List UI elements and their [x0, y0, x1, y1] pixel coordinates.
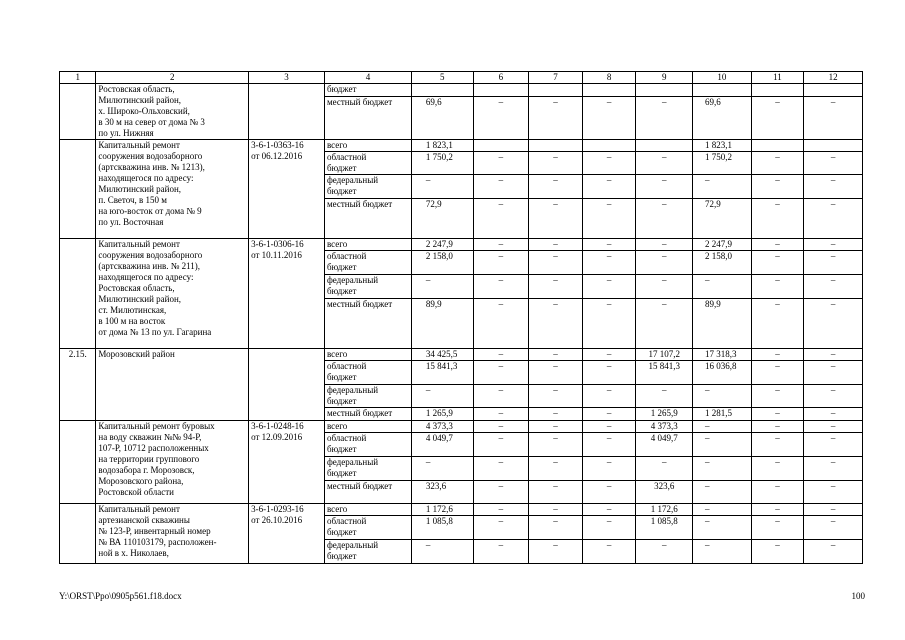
value-cell: 1 750,2 [693, 152, 752, 175]
value-cell: – [529, 433, 583, 457]
value-cell: – [636, 275, 693, 299]
item-name: Морозовский район [96, 349, 249, 421]
value-cell: – [473, 481, 529, 504]
value-cell: – [473, 385, 529, 408]
value-cell: 2 158,0 [411, 251, 473, 275]
item-number [60, 239, 96, 349]
table-row [60, 504, 863, 516]
value-cell: – [804, 361, 863, 385]
value-cell [529, 140, 583, 152]
value-cell: – [473, 457, 529, 481]
value-cell: 1 172,6 [411, 504, 473, 516]
value-cell: – [693, 516, 752, 540]
value-cell: – [751, 433, 804, 457]
value-cell: – [804, 199, 863, 239]
value-cell: – [529, 96, 583, 139]
value-cell: 1 085,8 [411, 516, 473, 540]
funding-source: всего [324, 421, 411, 433]
item-name: Ростовская область, Милютинский район, х. Широко-Ольховский, в 30 м на север от дома № 3 по ул. Нижняя [96, 84, 249, 140]
value-cell: – [804, 408, 863, 421]
item-document: 3-6-1-0248-16 от 12.09.2016 [249, 421, 325, 504]
header-row [60, 72, 863, 84]
funding-source: областной бюджет [324, 361, 411, 385]
value-cell: – [751, 199, 804, 239]
value-cell: – [751, 385, 804, 408]
value-cell: – [529, 275, 583, 299]
value-cell: 4 049,7 [636, 433, 693, 457]
value-cell: – [529, 175, 583, 199]
value-cell: – [473, 504, 529, 516]
value-cell: – [693, 275, 752, 299]
funding-source: местный бюджет [324, 299, 411, 349]
value-cell [582, 84, 636, 97]
value-cell: – [582, 385, 636, 408]
funding-source: всего [324, 349, 411, 361]
value-cell: 72,9 [693, 199, 752, 239]
item-number [60, 84, 96, 140]
value-cell: 72,9 [411, 199, 473, 239]
value-cell: – [751, 481, 804, 504]
value-cell: – [751, 96, 804, 139]
value-cell: – [473, 175, 529, 199]
column-header: 8 [582, 72, 636, 84]
value-cell [636, 140, 693, 152]
value-cell: – [804, 457, 863, 481]
value-cell: – [751, 251, 804, 275]
value-cell: – [529, 504, 583, 516]
value-cell: 1 265,9 [636, 408, 693, 421]
value-cell: – [582, 175, 636, 199]
item-document: 3-6-1-0306-16 от 10.11.2016 [249, 239, 325, 349]
value-cell: 2 247,9 [693, 239, 752, 251]
value-cell: – [636, 175, 693, 199]
value-cell: – [582, 421, 636, 433]
column-header: 6 [473, 72, 529, 84]
value-cell: 323,6 [636, 481, 693, 504]
value-cell: – [751, 349, 804, 361]
value-cell: – [529, 239, 583, 251]
funding-source: областной бюджет [324, 152, 411, 175]
value-cell: – [582, 408, 636, 421]
value-cell: 4 373,3 [636, 421, 693, 433]
table-row [60, 84, 863, 97]
value-cell: – [582, 299, 636, 349]
value-cell: – [804, 175, 863, 199]
value-cell: – [529, 199, 583, 239]
value-cell: 1 281,5 [693, 408, 752, 421]
value-cell: – [693, 433, 752, 457]
value-cell: – [636, 540, 693, 564]
value-cell: – [473, 408, 529, 421]
value-cell: – [751, 504, 804, 516]
value-cell: – [582, 540, 636, 564]
value-cell: – [804, 433, 863, 457]
value-cell: 16 036,8 [693, 361, 752, 385]
value-cell: – [582, 504, 636, 516]
table-row [60, 421, 863, 433]
value-cell: – [473, 239, 529, 251]
value-cell: – [804, 239, 863, 251]
value-cell: – [751, 152, 804, 175]
value-cell: – [751, 239, 804, 251]
column-header: 3 [249, 72, 325, 84]
item-document: 3-6-1-0363-16 от 06.12.2016 [249, 140, 325, 239]
value-cell: – [411, 175, 473, 199]
value-cell: 69,6 [693, 96, 752, 139]
value-cell: – [636, 96, 693, 139]
value-cell: – [473, 516, 529, 540]
value-cell: 1 085,8 [636, 516, 693, 540]
value-cell [473, 140, 529, 152]
value-cell: – [582, 199, 636, 239]
value-cell: – [693, 175, 752, 199]
column-header: 10 [693, 72, 752, 84]
value-cell [582, 140, 636, 152]
value-cell: – [411, 457, 473, 481]
column-header: 5 [411, 72, 473, 84]
value-cell: – [693, 504, 752, 516]
funding-source: областной бюджет [324, 251, 411, 275]
value-cell: – [751, 175, 804, 199]
funding-source: местный бюджет [324, 199, 411, 239]
column-header: 2 [96, 72, 249, 84]
value-cell [804, 84, 863, 97]
value-cell: – [582, 516, 636, 540]
value-cell [804, 140, 863, 152]
value-cell: – [473, 199, 529, 239]
value-cell: – [636, 199, 693, 239]
value-cell: – [529, 299, 583, 349]
funding-source: всего [324, 239, 411, 251]
item-number: 2.15. [60, 349, 96, 421]
column-header: 12 [804, 72, 863, 84]
budget-table [59, 71, 863, 564]
funding-source: федеральный бюджет [324, 540, 411, 564]
funding-source: федеральный бюджет [324, 457, 411, 481]
file-path: Y:\ORST\Ppo\0905p561.f18.docx [59, 591, 182, 601]
item-number [60, 421, 96, 504]
value-cell: 1 823,1 [693, 140, 752, 152]
value-cell: 4 049,7 [411, 433, 473, 457]
value-cell: – [473, 433, 529, 457]
table-row [60, 239, 863, 251]
value-cell: 2 158,0 [693, 251, 752, 275]
column-header: 4 [324, 72, 411, 84]
item-name: Капитальный ремонт сооружения водозаборного (артскважина инв. № 1213), находящегося по адресу: Милютинский район, п. Светоч, в 150 м на юго-восток от дома № 9 по ул. Восточная [96, 140, 249, 239]
value-cell: – [473, 421, 529, 433]
value-cell: – [636, 152, 693, 175]
item-name: Капитальный ремонт сооружения водозаборного (артскважина инв. № 211), находящегося по адресу: Ростовская область, Милютинский район, ст. Милютинская, в 100 м на восток от дома № 13 по ул. Гагарина [96, 239, 249, 349]
value-cell: – [804, 299, 863, 349]
funding-source: местный бюджет [324, 96, 411, 139]
value-cell: – [804, 540, 863, 564]
value-cell: – [473, 299, 529, 349]
value-cell: – [804, 251, 863, 275]
value-cell: 17 107,2 [636, 349, 693, 361]
value-cell: – [636, 385, 693, 408]
value-cell: – [636, 239, 693, 251]
value-cell: – [411, 385, 473, 408]
value-cell: 323,6 [411, 481, 473, 504]
funding-source: местный бюджет [324, 481, 411, 504]
column-header: 7 [529, 72, 583, 84]
value-cell: – [529, 516, 583, 540]
value-cell: – [529, 361, 583, 385]
value-cell: – [529, 540, 583, 564]
value-cell: – [582, 457, 636, 481]
value-cell: – [529, 408, 583, 421]
value-cell: – [804, 96, 863, 139]
funding-source: местный бюджет [324, 408, 411, 421]
value-cell: 89,9 [411, 299, 473, 349]
value-cell: – [751, 275, 804, 299]
value-cell: – [751, 361, 804, 385]
value-cell: – [582, 239, 636, 251]
value-cell: 2 247,9 [411, 239, 473, 251]
funding-source: областной бюджет [324, 433, 411, 457]
value-cell [751, 140, 804, 152]
value-cell: – [529, 457, 583, 481]
value-cell: – [529, 349, 583, 361]
value-cell: 17 318,3 [693, 349, 752, 361]
value-cell: – [804, 152, 863, 175]
item-name: Капитальный ремонт буровых на воду скважин №№ 94-Р, 107-Р, 10712 расположенных на территории группового водозабора г. Морозовск, Морозовского района, Ростовской области [96, 421, 249, 504]
value-cell: 1 823,1 [411, 140, 473, 152]
value-cell: – [636, 457, 693, 481]
value-cell: – [473, 275, 529, 299]
value-cell: – [582, 433, 636, 457]
value-cell: – [804, 504, 863, 516]
value-cell [693, 84, 752, 97]
value-cell: – [804, 421, 863, 433]
value-cell: – [804, 481, 863, 504]
value-cell [529, 84, 583, 97]
value-cell: – [751, 457, 804, 481]
value-cell: – [636, 251, 693, 275]
item-document: 3-6-1-0293-16 от 26.10.2016 [249, 504, 325, 564]
value-cell: – [582, 481, 636, 504]
value-cell: – [751, 408, 804, 421]
value-cell: – [473, 540, 529, 564]
value-cell: 1 750,2 [411, 152, 473, 175]
value-cell: – [693, 421, 752, 433]
value-cell: – [693, 481, 752, 504]
value-cell: 69,6 [411, 96, 473, 139]
value-cell: – [411, 275, 473, 299]
funding-source: областной бюджет [324, 516, 411, 540]
funding-source: всего [324, 504, 411, 516]
value-cell: – [529, 481, 583, 504]
value-cell: – [582, 152, 636, 175]
page-number: 100 [851, 591, 865, 601]
value-cell: – [473, 361, 529, 385]
value-cell: 15 841,3 [411, 361, 473, 385]
column-header: 11 [751, 72, 804, 84]
value-cell [473, 84, 529, 97]
value-cell: – [582, 96, 636, 139]
value-cell: – [751, 299, 804, 349]
item-document [249, 349, 325, 421]
value-cell: – [751, 540, 804, 564]
value-cell: – [529, 385, 583, 408]
funding-source: бюджет [324, 84, 411, 97]
value-cell: – [529, 251, 583, 275]
value-cell: – [693, 457, 752, 481]
funding-source: федеральный бюджет [324, 275, 411, 299]
funding-source: федеральный бюджет [324, 175, 411, 199]
value-cell: – [411, 540, 473, 564]
value-cell: 15 841,3 [636, 361, 693, 385]
funding-source: всего [324, 140, 411, 152]
value-cell: – [804, 349, 863, 361]
value-cell: – [529, 421, 583, 433]
value-cell: – [693, 540, 752, 564]
value-cell: – [751, 516, 804, 540]
column-header: 9 [636, 72, 693, 84]
column-header: 1 [60, 72, 96, 84]
item-number [60, 504, 96, 564]
value-cell: – [582, 251, 636, 275]
value-cell: – [804, 275, 863, 299]
value-cell: 89,9 [693, 299, 752, 349]
table-row [60, 140, 863, 152]
value-cell: – [473, 251, 529, 275]
value-cell: 1 172,6 [636, 504, 693, 516]
value-cell: 1 265,9 [411, 408, 473, 421]
value-cell [411, 84, 473, 97]
value-cell: – [582, 349, 636, 361]
funding-source: федеральный бюджет [324, 385, 411, 408]
value-cell: – [582, 361, 636, 385]
item-name: Капитальный ремонт артезианской скважины № 123-Р, инвентарный номер № ВА 110103179, расположен- ной в х. Николаев, [96, 504, 249, 564]
value-cell [636, 84, 693, 97]
value-cell: – [582, 275, 636, 299]
value-cell: – [751, 421, 804, 433]
value-cell [751, 84, 804, 97]
table-row [60, 349, 863, 361]
value-cell: 34 425,5 [411, 349, 473, 361]
item-document [249, 84, 325, 140]
value-cell: – [636, 299, 693, 349]
value-cell: – [693, 385, 752, 408]
value-cell: – [804, 385, 863, 408]
value-cell: – [804, 516, 863, 540]
value-cell: 4 373,3 [411, 421, 473, 433]
value-cell: – [529, 152, 583, 175]
value-cell: – [473, 349, 529, 361]
value-cell: – [473, 152, 529, 175]
value-cell: – [473, 96, 529, 139]
item-number [60, 140, 96, 239]
